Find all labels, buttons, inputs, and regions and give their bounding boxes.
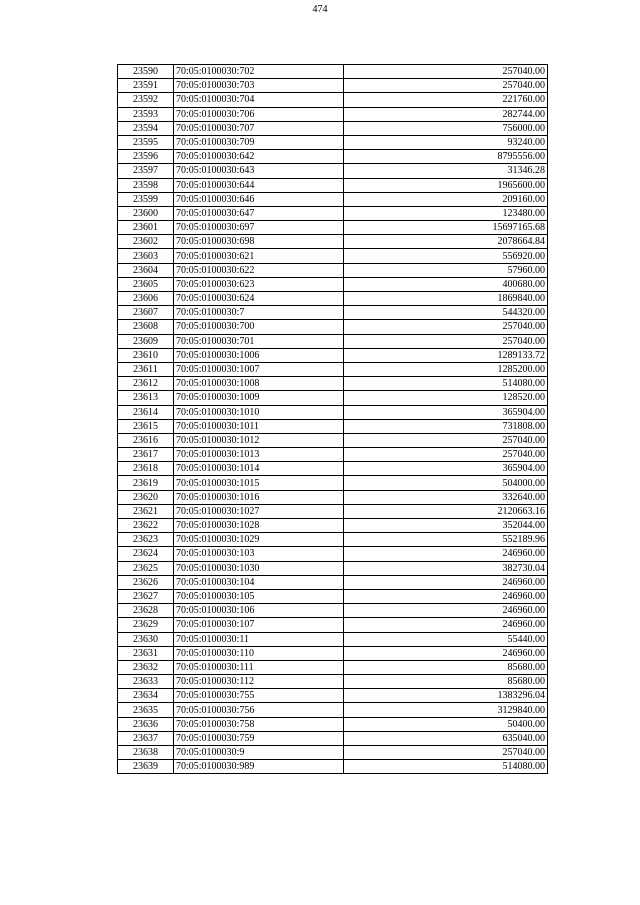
row-number-cell: 23604 [118,263,174,277]
table-row [118,632,548,646]
cadastral-number-cell: 70:05:0100030:646 [174,192,344,206]
table-row [118,433,548,447]
cadastral-value-cell: 55440.00 [344,632,548,646]
table-row [118,533,548,547]
cadastral-number-cell: 70:05:0100030:7 [174,306,344,320]
cadastral-value-cell: 332640.00 [344,490,548,504]
table-row [118,519,548,533]
row-number-cell: 23623 [118,533,174,547]
row-number-cell: 23597 [118,164,174,178]
cadastral-number-cell: 70:05:0100030:642 [174,150,344,164]
cadastral-value-cell: 246960.00 [344,589,548,603]
cadastral-value-cell: 257040.00 [344,448,548,462]
table-body [118,65,548,774]
table-row [118,292,548,306]
cadastral-value-cell: 128520.00 [344,391,548,405]
cadastral-number-cell: 70:05:0100030:112 [174,675,344,689]
row-number-cell: 23636 [118,717,174,731]
table-row [118,306,548,320]
page-number: 474 [312,4,328,15]
cadastral-value-cell: 352044.00 [344,519,548,533]
cadastral-number-cell: 70:05:0100030:702 [174,65,344,79]
cadastral-number-cell: 70:05:0100030:1028 [174,519,344,533]
cadastral-number-cell: 70:05:0100030:755 [174,689,344,703]
cadastral-value-cell: 3129840.00 [344,703,548,717]
cadastral-number-cell: 70:05:0100030:697 [174,221,344,235]
cadastral-value-cell: 552189.96 [344,533,548,547]
cadastral-value-cell: 257040.00 [344,746,548,760]
cadastral-value-cell: 123480.00 [344,206,548,220]
row-number-cell: 23631 [118,646,174,660]
cadastral-value-table [117,64,548,774]
cadastral-number-cell: 70:05:0100030:1029 [174,533,344,547]
table-row [118,703,548,717]
row-number-cell: 23626 [118,575,174,589]
row-number-cell: 23617 [118,448,174,462]
cadastral-value-cell: 31346.28 [344,164,548,178]
row-number-cell: 23593 [118,107,174,121]
table-row [118,760,548,774]
cadastral-value-cell: 514080.00 [344,377,548,391]
cadastral-value-cell: 85680.00 [344,675,548,689]
row-number-cell: 23616 [118,433,174,447]
row-number-cell: 23630 [118,632,174,646]
row-number-cell: 23591 [118,79,174,93]
table-row [118,263,548,277]
table-row [118,79,548,93]
table-row [118,504,548,518]
row-number-cell: 23632 [118,660,174,674]
cadastral-number-cell: 70:05:0100030:104 [174,575,344,589]
cadastral-value-cell: 514080.00 [344,760,548,774]
row-number-cell: 23624 [118,547,174,561]
row-number-cell: 23600 [118,206,174,220]
row-number-cell: 23614 [118,405,174,419]
row-number-cell: 23596 [118,150,174,164]
cadastral-value-cell: 2120663.16 [344,504,548,518]
cadastral-number-cell: 70:05:0100030:1015 [174,476,344,490]
table-row [118,589,548,603]
cadastral-value-cell: 731808.00 [344,419,548,433]
table-row [118,65,548,79]
row-number-cell: 23618 [118,462,174,476]
cadastral-value-cell: 365904.00 [344,462,548,476]
table-row [118,93,548,107]
table-row [118,717,548,731]
row-number-cell: 23601 [118,221,174,235]
row-number-cell: 23619 [118,476,174,490]
table-row [118,731,548,745]
cadastral-number-cell: 70:05:0100030:623 [174,277,344,291]
table-row [118,419,548,433]
row-number-cell: 23611 [118,362,174,376]
table-row [118,660,548,674]
cadastral-number-cell: 70:05:0100030:1030 [174,561,344,575]
cadastral-number-cell: 70:05:0100030:621 [174,249,344,263]
cadastral-value-cell: 365904.00 [344,405,548,419]
cadastral-number-cell: 70:05:0100030:622 [174,263,344,277]
cadastral-value-cell: 257040.00 [344,79,548,93]
table-row [118,462,548,476]
row-number-cell: 23590 [118,65,174,79]
table-row [118,221,548,235]
row-number-cell: 23595 [118,135,174,149]
table-row [118,164,548,178]
table-row [118,547,548,561]
cadastral-value-cell: 2078664.84 [344,235,548,249]
cadastral-number-cell: 70:05:0100030:701 [174,334,344,348]
row-number-cell: 23598 [118,178,174,192]
cadastral-number-cell: 70:05:0100030:11 [174,632,344,646]
cadastral-number-cell: 70:05:0100030:1006 [174,348,344,362]
cadastral-value-cell: 85680.00 [344,660,548,674]
table-row [118,490,548,504]
cadastral-value-cell: 257040.00 [344,334,548,348]
cadastral-number-cell: 70:05:0100030:1007 [174,362,344,376]
cadastral-value-cell: 635040.00 [344,731,548,745]
cadastral-number-cell: 70:05:0100030:9 [174,746,344,760]
table-row [118,689,548,703]
cadastral-number-cell: 70:05:0100030:105 [174,589,344,603]
cadastral-value-cell: 257040.00 [344,65,548,79]
cadastral-value-cell: 544320.00 [344,306,548,320]
cadastral-number-cell: 70:05:0100030:706 [174,107,344,121]
cadastral-number-cell: 70:05:0100030:707 [174,121,344,135]
cadastral-value-cell: 8795556.00 [344,150,548,164]
cadastral-value-cell: 15697165.68 [344,221,548,235]
table-row [118,476,548,490]
cadastral-number-cell: 70:05:0100030:989 [174,760,344,774]
cadastral-number-cell: 70:05:0100030:110 [174,646,344,660]
row-number-cell: 23625 [118,561,174,575]
cadastral-number-cell: 70:05:0100030:644 [174,178,344,192]
cadastral-value-cell: 1965600.00 [344,178,548,192]
table-row [118,377,548,391]
row-number-cell: 23620 [118,490,174,504]
cadastral-number-cell: 70:05:0100030:1027 [174,504,344,518]
row-number-cell: 23634 [118,689,174,703]
cadastral-number-cell: 70:05:0100030:1016 [174,490,344,504]
row-number-cell: 23605 [118,277,174,291]
cadastral-value-cell: 400680.00 [344,277,548,291]
cadastral-number-cell: 70:05:0100030:1013 [174,448,344,462]
cadastral-number-cell: 70:05:0100030:704 [174,93,344,107]
cadastral-number-cell: 70:05:0100030:1014 [174,462,344,476]
cadastral-value-cell: 57960.00 [344,263,548,277]
cadastral-number-cell: 70:05:0100030:1010 [174,405,344,419]
cadastral-value-cell: 246960.00 [344,646,548,660]
row-number-cell: 23638 [118,746,174,760]
row-number-cell: 23615 [118,419,174,433]
row-number-cell: 23633 [118,675,174,689]
cadastral-value-cell: 282744.00 [344,107,548,121]
row-number-cell: 23594 [118,121,174,135]
table-row [118,405,548,419]
table-row [118,561,548,575]
cadastral-value-cell: 504000.00 [344,476,548,490]
cadastral-number-cell: 70:05:0100030:709 [174,135,344,149]
cadastral-value-cell: 246960.00 [344,575,548,589]
cadastral-number-cell: 70:05:0100030:700 [174,320,344,334]
cadastral-number-cell: 70:05:0100030:759 [174,731,344,745]
cadastral-number-cell: 70:05:0100030:703 [174,79,344,93]
cadastral-number-cell: 70:05:0100030:1008 [174,377,344,391]
row-number-cell: 23613 [118,391,174,405]
row-number-cell: 23606 [118,292,174,306]
row-number-cell: 23637 [118,731,174,745]
cadastral-value-cell: 246960.00 [344,604,548,618]
cadastral-value-cell: 246960.00 [344,547,548,561]
cadastral-number-cell: 70:05:0100030:758 [174,717,344,731]
row-number-cell: 23608 [118,320,174,334]
cadastral-value-cell: 1383296.04 [344,689,548,703]
table-row [118,334,548,348]
cadastral-number-cell: 70:05:0100030:756 [174,703,344,717]
table-row [118,277,548,291]
table-row [118,391,548,405]
cadastral-value-cell: 1869840.00 [344,292,548,306]
cadastral-value-cell: 50400.00 [344,717,548,731]
table-row [118,192,548,206]
table-row [118,362,548,376]
cadastral-value-cell: 209160.00 [344,192,548,206]
cadastral-number-cell: 70:05:0100030:698 [174,235,344,249]
table-row [118,107,548,121]
table-row [118,618,548,632]
table-row [118,135,548,149]
row-number-cell: 23602 [118,235,174,249]
cadastral-value-cell: 1285200.00 [344,362,548,376]
table-row [118,348,548,362]
cadastral-value-cell: 556920.00 [344,249,548,263]
row-number-cell: 23607 [118,306,174,320]
cadastral-value-cell: 1289133.72 [344,348,548,362]
table-row [118,235,548,249]
table-row [118,206,548,220]
cadastral-number-cell: 70:05:0100030:107 [174,618,344,632]
row-number-cell: 23612 [118,377,174,391]
cadastral-value-cell: 93240.00 [344,135,548,149]
table-row [118,249,548,263]
table-row [118,320,548,334]
cadastral-value-cell: 221760.00 [344,93,548,107]
cadastral-value-cell: 756000.00 [344,121,548,135]
cadastral-number-cell: 70:05:0100030:106 [174,604,344,618]
cadastral-number-cell: 70:05:0100030:647 [174,206,344,220]
table-row [118,575,548,589]
cadastral-value-cell: 257040.00 [344,320,548,334]
row-number-cell: 23609 [118,334,174,348]
cadastral-value-cell: 382730.04 [344,561,548,575]
row-number-cell: 23635 [118,703,174,717]
table-row [118,746,548,760]
cadastral-value-cell: 257040.00 [344,433,548,447]
row-number-cell: 23610 [118,348,174,362]
table-row [118,604,548,618]
cadastral-number-cell: 70:05:0100030:643 [174,164,344,178]
row-number-cell: 23592 [118,93,174,107]
cadastral-number-cell: 70:05:0100030:103 [174,547,344,561]
cadastral-number-cell: 70:05:0100030:111 [174,660,344,674]
table-row [118,150,548,164]
cadastral-number-cell: 70:05:0100030:1011 [174,419,344,433]
cadastral-number-cell: 70:05:0100030:624 [174,292,344,306]
cadastral-value-cell: 246960.00 [344,618,548,632]
table-row [118,178,548,192]
table-row [118,646,548,660]
table-row [118,121,548,135]
row-number-cell: 23639 [118,760,174,774]
row-number-cell: 23622 [118,519,174,533]
row-number-cell: 23603 [118,249,174,263]
table-row [118,448,548,462]
row-number-cell: 23629 [118,618,174,632]
table-row [118,675,548,689]
row-number-cell: 23621 [118,504,174,518]
row-number-cell: 23628 [118,604,174,618]
row-number-cell: 23627 [118,589,174,603]
row-number-cell: 23599 [118,192,174,206]
cadastral-number-cell: 70:05:0100030:1009 [174,391,344,405]
cadastral-number-cell: 70:05:0100030:1012 [174,433,344,447]
